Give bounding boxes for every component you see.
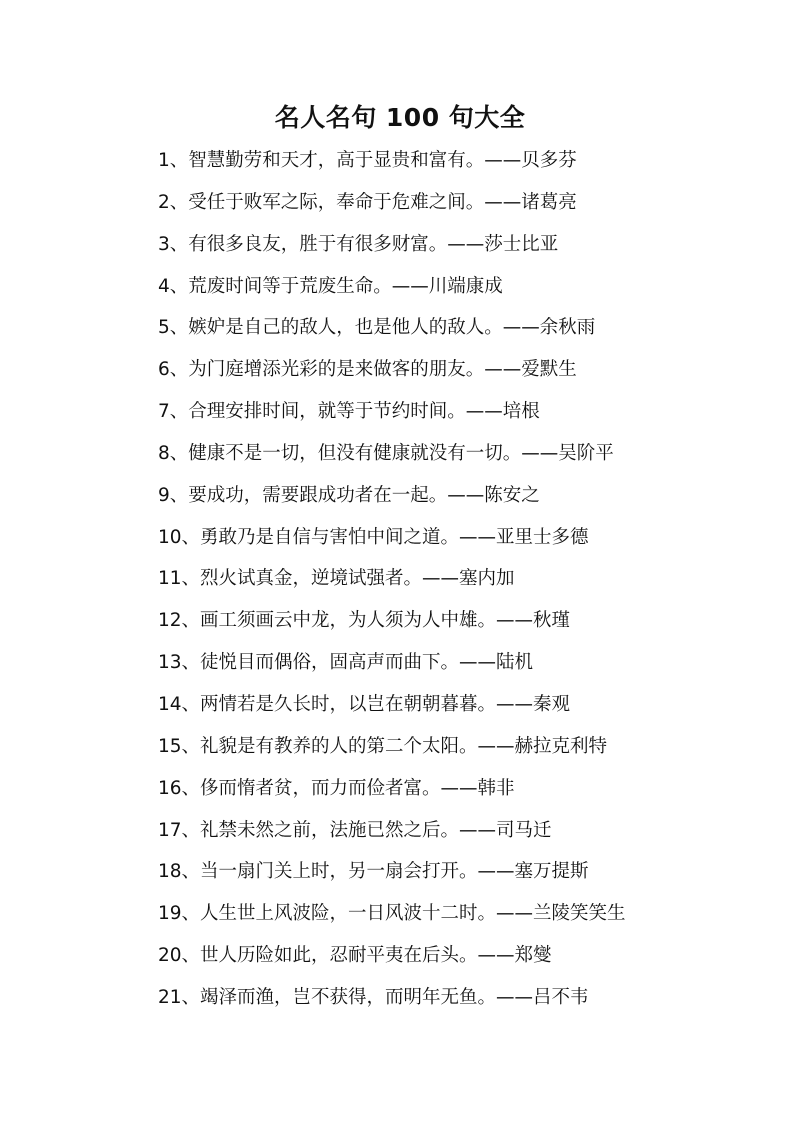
quote-item: 8、健康不是一切，但没有健康就没有一切。——吴阶平 — [158, 442, 614, 464]
quote-item: 19、人生世上风波险，一日风波十二时。——兰陵笑笑生 — [158, 903, 626, 925]
quote-item: 13、徒悦目而偶俗，固高声而曲下。——陆机 — [158, 652, 534, 674]
quote-item: 15、礼貌是有教养的人的第二个太阳。——赫拉克利特 — [158, 735, 608, 757]
quote-item: 21、竭泽而渔，岂不获得，而明年无鱼。——吕不韦 — [158, 986, 589, 1008]
page-title: 名人名句 100 句大全 — [274, 103, 526, 132]
quote-item: 1、智慧勤劳和天才，高于显贵和富有。——贝多芬 — [158, 150, 577, 171]
quote-item: 5、嫉妒是自己的敌人，也是他人的敌人。——余秋雨 — [158, 317, 596, 339]
quote-item: 12、画工须画云中龙，为人须为人中雄。——秋瑾 — [158, 610, 571, 632]
quote-item: 4、荒废时间等于荒废生命。——川端康成 — [158, 275, 503, 297]
quote-item: 20、世人历险如此，忍耐平夷在后头。——郑燮 — [158, 945, 552, 967]
quote-item: 3、有很多良友，胜于有很多财富。——莎士比亚 — [158, 233, 559, 255]
quote-list — [158, 146, 626, 1025]
quote-item: 14、两情若是久长时，以岂在朝朝暮暮。——秦观 — [158, 693, 571, 715]
quote-item: 18、当一扇门关上时，另一扇会打开。——塞万提斯 — [158, 861, 589, 883]
quote-item: 9、要成功，需要跟成功者在一起。——陈安之 — [158, 484, 540, 506]
quote-item: 17、礼禁未然之前，法施已然之后。——司马迁 — [158, 819, 552, 841]
quote-item: 2、受任于败军之际，奉命于危难之间。——诸葛亮 — [158, 191, 577, 213]
quote-item: 7、合理安排时间，就等于节约时间。——培根 — [158, 401, 540, 423]
quote-item: 6、为门庭增添光彩的是来做客的朋友。——爱默生 — [158, 359, 577, 381]
quote-item: 16、侈而惰者贫，而力而俭者富。——韩非 — [158, 777, 515, 799]
quote-item: 11、烈火试真金，逆境试强者。——塞内加 — [158, 568, 515, 590]
quote-item: 10、勇敢乃是自信与害怕中间之道。——亚里士多德 — [158, 526, 589, 548]
